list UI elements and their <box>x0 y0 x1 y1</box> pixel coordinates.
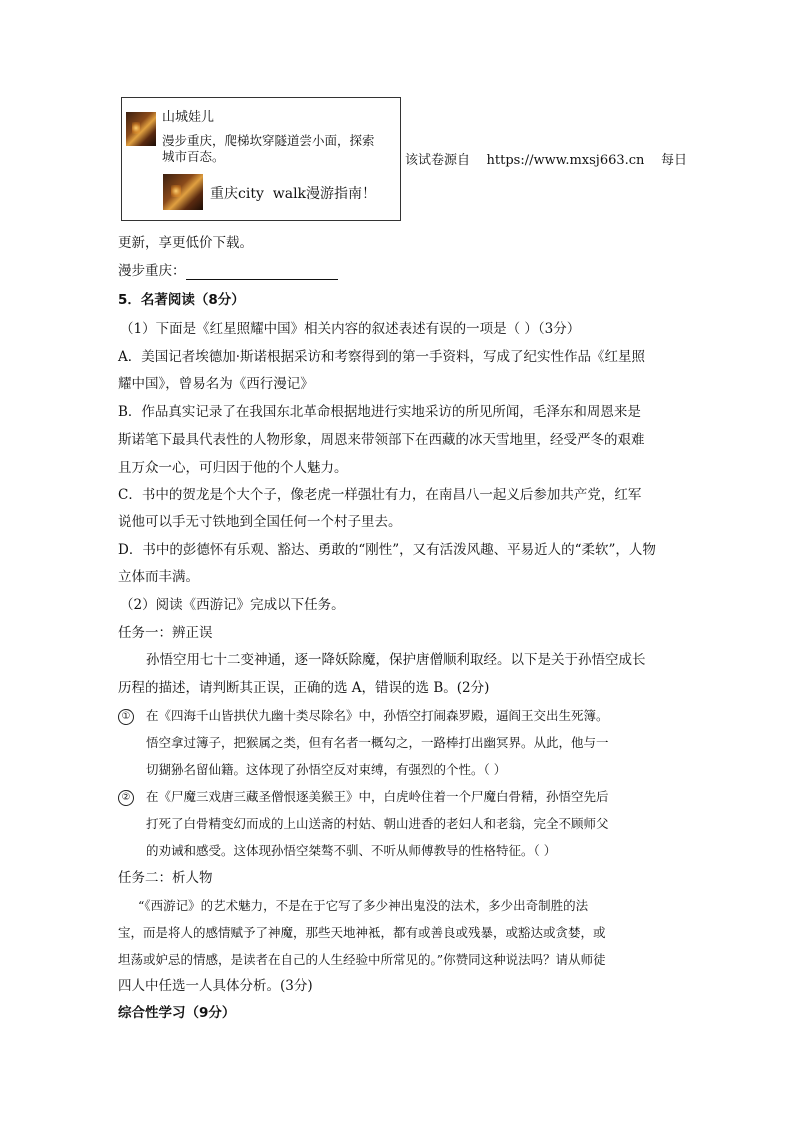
option-b-line1: B．作品真实记录了在我国东北革命根据地进行实地采访的所见所闻，毛泽东和周恩来是 <box>118 404 641 420</box>
card-desc-line1: 漫步重庆，爬梯坎穿隧道尝小面，探索 <box>162 133 375 148</box>
item-1-marker: ① <box>118 709 134 725</box>
link-thumbnail <box>163 174 203 210</box>
task-2-line3: 坦荡或妒忌的情感，是读者在自己的人生经验中所常见的。”你赞同这种说法吗？请从师徒 <box>118 952 606 967</box>
answer-line <box>118 262 338 280</box>
option-d-line2: 立体而丰满。 <box>118 569 199 585</box>
card-desc-line2: 城市百态。 <box>162 149 225 164</box>
task-1-para-2: 历程的描述，请判断其正误，正确的选 A，错误的选 B。(2分) <box>118 680 490 696</box>
answer-label: 漫步重庆： <box>118 263 186 279</box>
item-1-line3: 切猢狲名留仙籍。这体现了孙悟空反对束缚，有强烈的个性。（ ） <box>146 762 507 777</box>
option-b-line2: 斯诺笔下最具代表性的人物形象，周恩来带领部下在西藏的冰天雪地里，经受严冬的艰难 <box>118 432 645 448</box>
question-5-2: （2）阅读《西游记》完成以下任务。 <box>120 597 345 613</box>
option-d-line1: D．书中的彭德怀有乐观、豁达、勇敢的“刚性”，又有活泼风趣、平易近人的“柔软”，人物 <box>118 542 656 558</box>
item-1-line1: 在《四海千山皆拱伏九幽十类尽除名》中，孙悟空打闹森罗殿，逼阎王交出生死簿。 <box>146 708 609 723</box>
option-a-line2: 耀中国》，曾易名为《西行漫记》 <box>118 376 314 392</box>
task-2-line2: 宝，而是将人的感情赋予了神魔，那些天地神袛，都有或善良或残暴，或豁达或贪婪，或 <box>118 925 606 940</box>
task-1-title: 任务一：辨正误 <box>118 625 213 641</box>
question-5-title: 5．名著阅读（8分） <box>118 292 245 308</box>
task-2-title: 任务二：析人物 <box>118 870 213 886</box>
source-notice: 该试卷源自 https://www.mxsj663.cn 每日 <box>405 153 687 168</box>
section-title: 综合性学习（9分） <box>118 1005 236 1021</box>
avatar <box>126 112 156 146</box>
card-author: 山城娃儿 <box>162 110 215 125</box>
card-link-text[interactable]: 重庆city walk漫游指南！ <box>210 186 377 202</box>
question-5-1: （1）下面是《红星照耀中国》相关内容的叙述表述有误的一项是（ ）（3分） <box>120 321 581 337</box>
item-2-line1: 在《尸魔三戏唐三藏圣僧恨逐美猴王》中，白虎岭住着一个尸魔白骨精，孙悟空先后 <box>146 789 609 804</box>
social-card[interactable] <box>121 97 401 221</box>
source-notice-cont: 更新，享更低价下载。 <box>118 235 253 251</box>
item-1-line2: 悟空拿过簿子，把猴属之类，但有名者一概勾之，一路棒打出幽冥界。从此，他与一 <box>146 735 609 750</box>
task-1-para-1: 孙悟空用七十二变神通，逐一降妖除魔，保护唐僧顺利取经。以下是关于孙悟空成长 <box>146 652 646 668</box>
option-b-line3: 且万众一心，可归因于他的个人魅力。 <box>118 460 348 476</box>
task-2-line4: 四人中任选一人具体分析。(3分) <box>118 978 313 994</box>
item-2-line2: 打死了白骨精变幻而成的上山送斋的村姑、朝山进香的老妇人和老翁，完全不顾师父 <box>146 816 609 831</box>
item-2-line3: 的劝诫和感受。这体现孙悟空桀骜不驯、不听从师傅教导的性格特征。（ ） <box>146 843 557 858</box>
option-c-line1: C．书中的贺龙是个大个子，像老虎一样强壮有力，在南昌八一起义后参加共产党，红军 <box>118 487 642 503</box>
task-2-line1: “《西游记》的艺术魅力，不是在于它写了多少神出鬼没的法术，多少出奇制胜的法 <box>138 898 589 913</box>
option-c-line2: 说他可以手无寸铁地到全国任何一个村子里去。 <box>118 514 402 530</box>
option-a-line1: A．美国记者埃德加·斯诺根据采访和考察得到的第一手资料，写成了纪实性作品《红星照 <box>118 349 646 365</box>
answer-blank[interactable] <box>186 265 338 280</box>
item-2-marker: ② <box>118 790 134 806</box>
